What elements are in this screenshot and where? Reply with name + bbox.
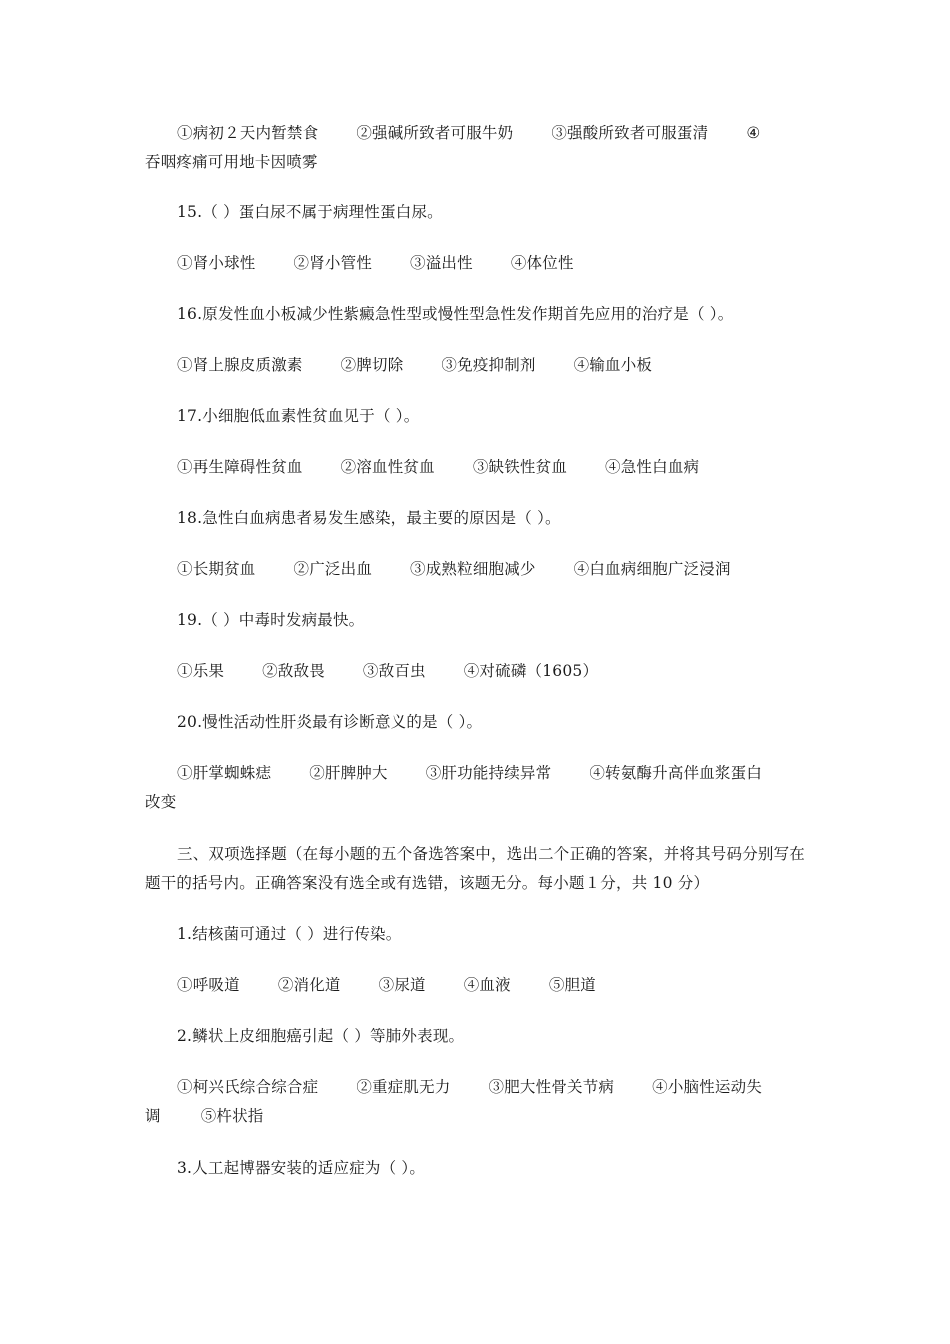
s3-q1-options	[145, 971, 815, 1000]
s3-q2-option-3: ③肥大性骨关节病	[488, 1078, 615, 1096]
q14-option-1: ①病初２天内暂禁食	[177, 124, 319, 142]
q16-option-2: ②脾切除	[340, 356, 404, 374]
s3-q1-option-1: ①呼吸道	[177, 976, 240, 994]
q16-option-3: ③免疫抑制剂	[441, 356, 536, 374]
s3-q1-option-2: ②消化道	[277, 976, 341, 994]
s3-q2-option-4: ④小脑性运动失	[652, 1078, 763, 1096]
s3-q1-option-5: ⑤胆道	[548, 976, 596, 994]
q19-option-3: ③敌百虫	[362, 662, 426, 680]
q19-options	[145, 657, 815, 686]
q14-options	[145, 119, 815, 177]
s3-q2-option-5: ⑤杵状指	[200, 1107, 264, 1125]
q20-stem: 20.慢性活动性肝炎最有诊断意义的是（ ）。	[177, 713, 483, 731]
s3-q2-option-4-continued	[145, 1102, 815, 1131]
q14-option-3: ③强酸所致者可服蛋清	[551, 124, 709, 142]
q15-options	[145, 249, 815, 278]
q15-option-3: ③溢出性	[410, 254, 473, 272]
section-3-heading: 三、双项选择题（在每小题的五个备选答案中，选出二个正确的答案，并将其号码分别写在题干的括号内。正确答案没有选全或有选错，该题无分。每小题１分，共 10 分）	[145, 845, 806, 892]
q15-stem: 15.（ ）蛋白尿不属于病理性蛋白尿。	[177, 203, 443, 221]
s3-q3-stem: 3.人工起博器安装的适应症为（ ）。	[177, 1159, 426, 1177]
q14-option-4: ④	[746, 124, 761, 142]
q20-options	[145, 759, 815, 817]
q17-option-2: ②溶血性贫血	[340, 458, 435, 476]
s3-q1-option-3: ③尿道	[378, 976, 426, 994]
q17-option-4: ④急性白血病	[605, 458, 700, 476]
q17-stem: 17.小细胞低血素性贫血见于（ ）。	[177, 407, 420, 425]
q20-option-1: ①肝掌蜘蛛痣	[177, 764, 272, 782]
q18-option-1: ①长期贫血	[177, 560, 256, 578]
q18-option-4: ④白血病细胞广泛浸润	[573, 560, 731, 578]
s3-q1-stem: 1.结核菌可通过（ ）进行传染。	[177, 925, 402, 943]
q15-option-2: ②肾小管性	[293, 254, 373, 272]
q17-option-1: ①再生障碍性贫血	[177, 458, 303, 476]
q14-option-4-continued: 吞咽疼痛可用地卡因喷雾	[145, 153, 318, 171]
q18-options	[145, 555, 815, 584]
q19-option-4: ④对硫磷（1605）	[463, 662, 599, 680]
q19-option-2: ②敌敌畏	[262, 662, 325, 680]
q16-option-4: ④输血小板	[573, 356, 653, 374]
q15-option-4: ④体位性	[510, 254, 574, 272]
q17-options	[145, 453, 815, 482]
s3-q2-option-4-tail: 调	[145, 1107, 161, 1125]
q16-options	[145, 351, 815, 380]
s3-q2-option-1: ①柯兴氏综合综合症	[177, 1078, 319, 1096]
q20-option-4-continued: 改变	[145, 793, 177, 811]
s3-q1-option-4: ④血液	[463, 976, 511, 994]
q14-option-2: ②强碱所致者可服牛奶	[356, 124, 514, 142]
s3-q2-stem: 2.鳞状上皮细胞癌引起（ ）等肺外表现。	[177, 1027, 465, 1045]
q16-stem: 16.原发性血小板减少性紫癜急性型或慢性型急性发作期首先应用的治疗是（ ）。	[177, 305, 734, 323]
q19-option-1: ①乐果	[177, 662, 225, 680]
q18-option-2: ②广泛出血	[293, 560, 373, 578]
q20-option-4: ④转氨酶升高伴血浆蛋白	[589, 764, 763, 782]
s3-q2-option-2: ②重症肌无力	[356, 1078, 451, 1096]
q18-option-3: ③成熟粒细胞减少	[410, 560, 536, 578]
q19-stem: 19.（ ）中毒时发病最快。	[177, 611, 365, 629]
q20-option-3: ③肝功能持续异常	[425, 764, 552, 782]
q17-option-3: ③缺铁性贫血	[472, 458, 568, 476]
q16-option-1: ①肾上腺皮质激素	[177, 356, 303, 374]
s3-q2-options	[145, 1073, 815, 1131]
q18-stem: 18.急性白血病患者易发生感染，最主要的原因是（ ）。	[177, 509, 561, 527]
q15-option-1: ①肾小球性	[177, 254, 256, 272]
q20-option-2: ②肝脾肿大	[309, 764, 388, 782]
